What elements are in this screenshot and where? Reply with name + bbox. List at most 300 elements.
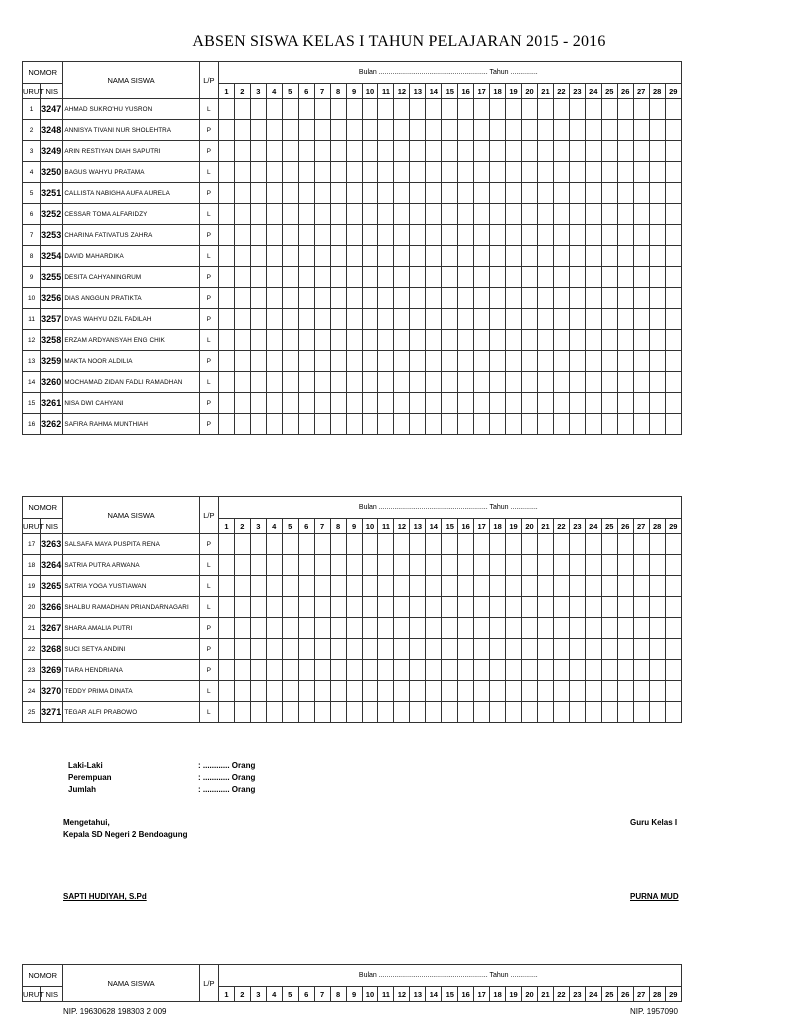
- attendance-cell[interactable]: [617, 681, 633, 702]
- attendance-cell[interactable]: [553, 162, 569, 183]
- attendance-cell[interactable]: [234, 702, 250, 723]
- attendance-cell[interactable]: [282, 639, 298, 660]
- attendance-cell[interactable]: [474, 660, 490, 681]
- attendance-cell[interactable]: [585, 162, 601, 183]
- attendance-cell[interactable]: [362, 267, 378, 288]
- attendance-cell[interactable]: [569, 660, 585, 681]
- attendance-cell[interactable]: [234, 288, 250, 309]
- attendance-cell[interactable]: [218, 534, 234, 555]
- attendance-cell[interactable]: [522, 309, 538, 330]
- attendance-cell[interactable]: [426, 639, 442, 660]
- attendance-cell[interactable]: [426, 555, 442, 576]
- attendance-cell[interactable]: [490, 597, 506, 618]
- attendance-cell[interactable]: [346, 618, 362, 639]
- attendance-cell[interactable]: [410, 309, 426, 330]
- attendance-cell[interactable]: [394, 576, 410, 597]
- attendance-cell[interactable]: [394, 393, 410, 414]
- attendance-cell[interactable]: [442, 639, 458, 660]
- attendance-cell[interactable]: [250, 555, 266, 576]
- attendance-cell[interactable]: [585, 534, 601, 555]
- attendance-cell[interactable]: [218, 639, 234, 660]
- attendance-cell[interactable]: [394, 681, 410, 702]
- attendance-cell[interactable]: [314, 597, 330, 618]
- attendance-cell[interactable]: [522, 141, 538, 162]
- attendance-cell[interactable]: [266, 393, 282, 414]
- attendance-cell[interactable]: [266, 639, 282, 660]
- attendance-cell[interactable]: [410, 660, 426, 681]
- attendance-cell[interactable]: [378, 330, 394, 351]
- attendance-cell[interactable]: [553, 372, 569, 393]
- attendance-cell[interactable]: [410, 618, 426, 639]
- attendance-cell[interactable]: [601, 372, 617, 393]
- attendance-cell[interactable]: [314, 534, 330, 555]
- attendance-cell[interactable]: [506, 225, 522, 246]
- attendance-cell[interactable]: [458, 393, 474, 414]
- attendance-cell[interactable]: [426, 393, 442, 414]
- attendance-cell[interactable]: [426, 267, 442, 288]
- attendance-cell[interactable]: [522, 183, 538, 204]
- attendance-cell[interactable]: [282, 309, 298, 330]
- attendance-cell[interactable]: [601, 555, 617, 576]
- attendance-cell[interactable]: [250, 393, 266, 414]
- attendance-cell[interactable]: [314, 204, 330, 225]
- attendance-cell[interactable]: [282, 414, 298, 435]
- attendance-cell[interactable]: [410, 120, 426, 141]
- attendance-cell[interactable]: [314, 681, 330, 702]
- attendance-cell[interactable]: [394, 555, 410, 576]
- attendance-cell[interactable]: [506, 246, 522, 267]
- attendance-cell[interactable]: [506, 681, 522, 702]
- attendance-cell[interactable]: [633, 576, 649, 597]
- attendance-cell[interactable]: [410, 351, 426, 372]
- attendance-cell[interactable]: [665, 99, 681, 120]
- attendance-cell[interactable]: [537, 414, 553, 435]
- attendance-cell[interactable]: [378, 555, 394, 576]
- attendance-cell[interactable]: [665, 204, 681, 225]
- attendance-cell[interactable]: [665, 393, 681, 414]
- attendance-cell[interactable]: [378, 597, 394, 618]
- attendance-cell[interactable]: [250, 660, 266, 681]
- attendance-cell[interactable]: [362, 618, 378, 639]
- attendance-cell[interactable]: [330, 141, 346, 162]
- attendance-cell[interactable]: [617, 267, 633, 288]
- attendance-cell[interactable]: [362, 414, 378, 435]
- attendance-cell[interactable]: [601, 204, 617, 225]
- attendance-cell[interactable]: [362, 660, 378, 681]
- attendance-cell[interactable]: [234, 99, 250, 120]
- attendance-cell[interactable]: [266, 288, 282, 309]
- attendance-cell[interactable]: [378, 246, 394, 267]
- attendance-cell[interactable]: [410, 576, 426, 597]
- attendance-cell[interactable]: [234, 576, 250, 597]
- attendance-cell[interactable]: [410, 162, 426, 183]
- attendance-cell[interactable]: [282, 204, 298, 225]
- attendance-cell[interactable]: [506, 204, 522, 225]
- attendance-cell[interactable]: [442, 288, 458, 309]
- attendance-cell[interactable]: [601, 393, 617, 414]
- attendance-cell[interactable]: [266, 246, 282, 267]
- attendance-cell[interactable]: [569, 162, 585, 183]
- attendance-cell[interactable]: [601, 267, 617, 288]
- attendance-cell[interactable]: [601, 141, 617, 162]
- attendance-cell[interactable]: [266, 225, 282, 246]
- attendance-cell[interactable]: [378, 351, 394, 372]
- attendance-cell[interactable]: [585, 288, 601, 309]
- attendance-cell[interactable]: [585, 372, 601, 393]
- attendance-cell[interactable]: [585, 597, 601, 618]
- attendance-cell[interactable]: [442, 393, 458, 414]
- attendance-cell[interactable]: [218, 267, 234, 288]
- attendance-cell[interactable]: [665, 246, 681, 267]
- attendance-cell[interactable]: [617, 99, 633, 120]
- attendance-cell[interactable]: [522, 246, 538, 267]
- attendance-cell[interactable]: [218, 204, 234, 225]
- attendance-cell[interactable]: [314, 555, 330, 576]
- attendance-cell[interactable]: [218, 393, 234, 414]
- attendance-cell[interactable]: [569, 225, 585, 246]
- attendance-cell[interactable]: [330, 330, 346, 351]
- attendance-cell[interactable]: [378, 120, 394, 141]
- attendance-cell[interactable]: [522, 555, 538, 576]
- attendance-cell[interactable]: [601, 246, 617, 267]
- attendance-cell[interactable]: [633, 225, 649, 246]
- attendance-cell[interactable]: [585, 141, 601, 162]
- attendance-cell[interactable]: [314, 576, 330, 597]
- attendance-cell[interactable]: [585, 576, 601, 597]
- attendance-cell[interactable]: [266, 576, 282, 597]
- attendance-cell[interactable]: [314, 141, 330, 162]
- attendance-cell[interactable]: [665, 681, 681, 702]
- attendance-cell[interactable]: [506, 183, 522, 204]
- attendance-cell[interactable]: [266, 618, 282, 639]
- attendance-cell[interactable]: [617, 618, 633, 639]
- attendance-cell[interactable]: [522, 639, 538, 660]
- attendance-cell[interactable]: [506, 618, 522, 639]
- attendance-cell[interactable]: [218, 330, 234, 351]
- attendance-cell[interactable]: [250, 351, 266, 372]
- attendance-cell[interactable]: [474, 702, 490, 723]
- attendance-cell[interactable]: [506, 414, 522, 435]
- attendance-cell[interactable]: [458, 702, 474, 723]
- attendance-cell[interactable]: [522, 681, 538, 702]
- attendance-cell[interactable]: [282, 372, 298, 393]
- attendance-cell[interactable]: [633, 267, 649, 288]
- attendance-cell[interactable]: [266, 183, 282, 204]
- attendance-cell[interactable]: [649, 702, 665, 723]
- attendance-cell[interactable]: [266, 204, 282, 225]
- attendance-cell[interactable]: [506, 99, 522, 120]
- attendance-cell[interactable]: [442, 267, 458, 288]
- attendance-cell[interactable]: [537, 225, 553, 246]
- attendance-cell[interactable]: [522, 618, 538, 639]
- attendance-cell[interactable]: [569, 120, 585, 141]
- attendance-cell[interactable]: [601, 351, 617, 372]
- attendance-cell[interactable]: [569, 141, 585, 162]
- attendance-cell[interactable]: [282, 99, 298, 120]
- attendance-cell[interactable]: [490, 246, 506, 267]
- attendance-cell[interactable]: [394, 288, 410, 309]
- attendance-cell[interactable]: [426, 99, 442, 120]
- attendance-cell[interactable]: [282, 141, 298, 162]
- attendance-cell[interactable]: [490, 639, 506, 660]
- attendance-cell[interactable]: [250, 639, 266, 660]
- attendance-cell[interactable]: [394, 330, 410, 351]
- attendance-cell[interactable]: [617, 597, 633, 618]
- attendance-cell[interactable]: [314, 183, 330, 204]
- attendance-cell[interactable]: [537, 702, 553, 723]
- attendance-cell[interactable]: [410, 141, 426, 162]
- attendance-cell[interactable]: [346, 225, 362, 246]
- attendance-cell[interactable]: [537, 576, 553, 597]
- attendance-cell[interactable]: [633, 414, 649, 435]
- attendance-cell[interactable]: [633, 351, 649, 372]
- attendance-cell[interactable]: [346, 681, 362, 702]
- attendance-cell[interactable]: [346, 162, 362, 183]
- attendance-cell[interactable]: [314, 702, 330, 723]
- attendance-cell[interactable]: [522, 267, 538, 288]
- attendance-cell[interactable]: [362, 330, 378, 351]
- attendance-cell[interactable]: [537, 351, 553, 372]
- attendance-cell[interactable]: [585, 702, 601, 723]
- attendance-cell[interactable]: [394, 183, 410, 204]
- attendance-cell[interactable]: [426, 576, 442, 597]
- attendance-cell[interactable]: [362, 204, 378, 225]
- attendance-cell[interactable]: [649, 162, 665, 183]
- attendance-cell[interactable]: [234, 225, 250, 246]
- attendance-cell[interactable]: [298, 639, 314, 660]
- attendance-cell[interactable]: [362, 99, 378, 120]
- attendance-cell[interactable]: [218, 618, 234, 639]
- attendance-cell[interactable]: [665, 309, 681, 330]
- attendance-cell[interactable]: [474, 120, 490, 141]
- attendance-cell[interactable]: [458, 681, 474, 702]
- attendance-cell[interactable]: [266, 162, 282, 183]
- attendance-cell[interactable]: [474, 351, 490, 372]
- attendance-cell[interactable]: [314, 225, 330, 246]
- attendance-cell[interactable]: [633, 534, 649, 555]
- attendance-cell[interactable]: [474, 246, 490, 267]
- attendance-cell[interactable]: [569, 267, 585, 288]
- attendance-cell[interactable]: [282, 351, 298, 372]
- attendance-cell[interactable]: [410, 639, 426, 660]
- attendance-cell[interactable]: [346, 639, 362, 660]
- attendance-cell[interactable]: [474, 309, 490, 330]
- attendance-cell[interactable]: [330, 162, 346, 183]
- attendance-cell[interactable]: [442, 225, 458, 246]
- attendance-cell[interactable]: [553, 618, 569, 639]
- attendance-cell[interactable]: [266, 351, 282, 372]
- attendance-cell[interactable]: [298, 660, 314, 681]
- attendance-cell[interactable]: [442, 141, 458, 162]
- attendance-cell[interactable]: [282, 597, 298, 618]
- attendance-cell[interactable]: [522, 534, 538, 555]
- attendance-cell[interactable]: [569, 555, 585, 576]
- attendance-cell[interactable]: [458, 597, 474, 618]
- attendance-cell[interactable]: [537, 120, 553, 141]
- attendance-cell[interactable]: [442, 555, 458, 576]
- attendance-cell[interactable]: [585, 120, 601, 141]
- attendance-cell[interactable]: [649, 597, 665, 618]
- attendance-cell[interactable]: [617, 393, 633, 414]
- attendance-cell[interactable]: [490, 141, 506, 162]
- attendance-cell[interactable]: [362, 246, 378, 267]
- attendance-cell[interactable]: [218, 555, 234, 576]
- attendance-cell[interactable]: [617, 534, 633, 555]
- attendance-cell[interactable]: [218, 309, 234, 330]
- attendance-cell[interactable]: [410, 183, 426, 204]
- attendance-cell[interactable]: [298, 225, 314, 246]
- attendance-cell[interactable]: [282, 162, 298, 183]
- attendance-cell[interactable]: [585, 414, 601, 435]
- attendance-cell[interactable]: [266, 681, 282, 702]
- attendance-cell[interactable]: [218, 702, 234, 723]
- attendance-cell[interactable]: [362, 393, 378, 414]
- attendance-cell[interactable]: [601, 414, 617, 435]
- attendance-cell[interactable]: [394, 99, 410, 120]
- attendance-cell[interactable]: [442, 576, 458, 597]
- attendance-cell[interactable]: [601, 225, 617, 246]
- attendance-cell[interactable]: [569, 393, 585, 414]
- attendance-cell[interactable]: [665, 120, 681, 141]
- attendance-cell[interactable]: [234, 267, 250, 288]
- attendance-cell[interactable]: [442, 597, 458, 618]
- attendance-cell[interactable]: [426, 330, 442, 351]
- attendance-cell[interactable]: [314, 246, 330, 267]
- attendance-cell[interactable]: [298, 555, 314, 576]
- attendance-cell[interactable]: [585, 267, 601, 288]
- attendance-cell[interactable]: [649, 204, 665, 225]
- attendance-cell[interactable]: [282, 225, 298, 246]
- attendance-cell[interactable]: [282, 393, 298, 414]
- attendance-cell[interactable]: [378, 162, 394, 183]
- attendance-cell[interactable]: [234, 120, 250, 141]
- attendance-cell[interactable]: [617, 246, 633, 267]
- attendance-cell[interactable]: [282, 534, 298, 555]
- attendance-cell[interactable]: [330, 246, 346, 267]
- attendance-cell[interactable]: [282, 246, 298, 267]
- attendance-cell[interactable]: [458, 288, 474, 309]
- attendance-cell[interactable]: [378, 681, 394, 702]
- attendance-cell[interactable]: [234, 534, 250, 555]
- attendance-cell[interactable]: [442, 246, 458, 267]
- attendance-cell[interactable]: [601, 309, 617, 330]
- attendance-cell[interactable]: [490, 681, 506, 702]
- attendance-cell[interactable]: [378, 618, 394, 639]
- attendance-cell[interactable]: [266, 534, 282, 555]
- attendance-cell[interactable]: [442, 534, 458, 555]
- attendance-cell[interactable]: [522, 225, 538, 246]
- attendance-cell[interactable]: [394, 309, 410, 330]
- attendance-cell[interactable]: [266, 414, 282, 435]
- attendance-cell[interactable]: [266, 120, 282, 141]
- attendance-cell[interactable]: [362, 372, 378, 393]
- attendance-cell[interactable]: [617, 120, 633, 141]
- attendance-cell[interactable]: [553, 702, 569, 723]
- attendance-cell[interactable]: [474, 555, 490, 576]
- attendance-cell[interactable]: [314, 639, 330, 660]
- attendance-cell[interactable]: [218, 120, 234, 141]
- attendance-cell[interactable]: [569, 309, 585, 330]
- attendance-cell[interactable]: [426, 183, 442, 204]
- attendance-cell[interactable]: [649, 681, 665, 702]
- attendance-cell[interactable]: [378, 576, 394, 597]
- attendance-cell[interactable]: [426, 534, 442, 555]
- attendance-cell[interactable]: [569, 618, 585, 639]
- attendance-cell[interactable]: [378, 639, 394, 660]
- attendance-cell[interactable]: [490, 204, 506, 225]
- attendance-cell[interactable]: [649, 246, 665, 267]
- attendance-cell[interactable]: [330, 120, 346, 141]
- attendance-cell[interactable]: [569, 702, 585, 723]
- attendance-cell[interactable]: [633, 639, 649, 660]
- attendance-cell[interactable]: [474, 534, 490, 555]
- attendance-cell[interactable]: [649, 288, 665, 309]
- attendance-cell[interactable]: [394, 204, 410, 225]
- attendance-cell[interactable]: [665, 288, 681, 309]
- attendance-cell[interactable]: [474, 204, 490, 225]
- attendance-cell[interactable]: [330, 681, 346, 702]
- attendance-cell[interactable]: [585, 204, 601, 225]
- attendance-cell[interactable]: [234, 246, 250, 267]
- attendance-cell[interactable]: [490, 660, 506, 681]
- attendance-cell[interactable]: [234, 309, 250, 330]
- attendance-cell[interactable]: [298, 204, 314, 225]
- attendance-cell[interactable]: [330, 288, 346, 309]
- attendance-cell[interactable]: [298, 99, 314, 120]
- attendance-cell[interactable]: [665, 141, 681, 162]
- attendance-cell[interactable]: [298, 120, 314, 141]
- attendance-cell[interactable]: [394, 141, 410, 162]
- attendance-cell[interactable]: [553, 414, 569, 435]
- attendance-cell[interactable]: [537, 246, 553, 267]
- attendance-cell[interactable]: [537, 162, 553, 183]
- attendance-cell[interactable]: [298, 534, 314, 555]
- attendance-cell[interactable]: [314, 309, 330, 330]
- attendance-cell[interactable]: [234, 660, 250, 681]
- attendance-cell[interactable]: [282, 330, 298, 351]
- attendance-cell[interactable]: [474, 330, 490, 351]
- attendance-cell[interactable]: [601, 120, 617, 141]
- attendance-cell[interactable]: [378, 414, 394, 435]
- attendance-cell[interactable]: [362, 639, 378, 660]
- attendance-cell[interactable]: [234, 183, 250, 204]
- attendance-cell[interactable]: [458, 534, 474, 555]
- attendance-cell[interactable]: [585, 183, 601, 204]
- attendance-cell[interactable]: [250, 597, 266, 618]
- attendance-cell[interactable]: [537, 330, 553, 351]
- attendance-cell[interactable]: [298, 576, 314, 597]
- attendance-cell[interactable]: [458, 120, 474, 141]
- attendance-cell[interactable]: [378, 288, 394, 309]
- attendance-cell[interactable]: [553, 639, 569, 660]
- attendance-cell[interactable]: [474, 183, 490, 204]
- attendance-cell[interactable]: [585, 330, 601, 351]
- attendance-cell[interactable]: [569, 204, 585, 225]
- attendance-cell[interactable]: [266, 141, 282, 162]
- attendance-cell[interactable]: [250, 576, 266, 597]
- attendance-cell[interactable]: [601, 597, 617, 618]
- attendance-cell[interactable]: [426, 162, 442, 183]
- attendance-cell[interactable]: [569, 351, 585, 372]
- attendance-cell[interactable]: [218, 597, 234, 618]
- attendance-cell[interactable]: [506, 267, 522, 288]
- attendance-cell[interactable]: [250, 330, 266, 351]
- attendance-cell[interactable]: [298, 246, 314, 267]
- attendance-cell[interactable]: [298, 309, 314, 330]
- attendance-cell[interactable]: [665, 267, 681, 288]
- attendance-cell[interactable]: [410, 99, 426, 120]
- attendance-cell[interactable]: [378, 225, 394, 246]
